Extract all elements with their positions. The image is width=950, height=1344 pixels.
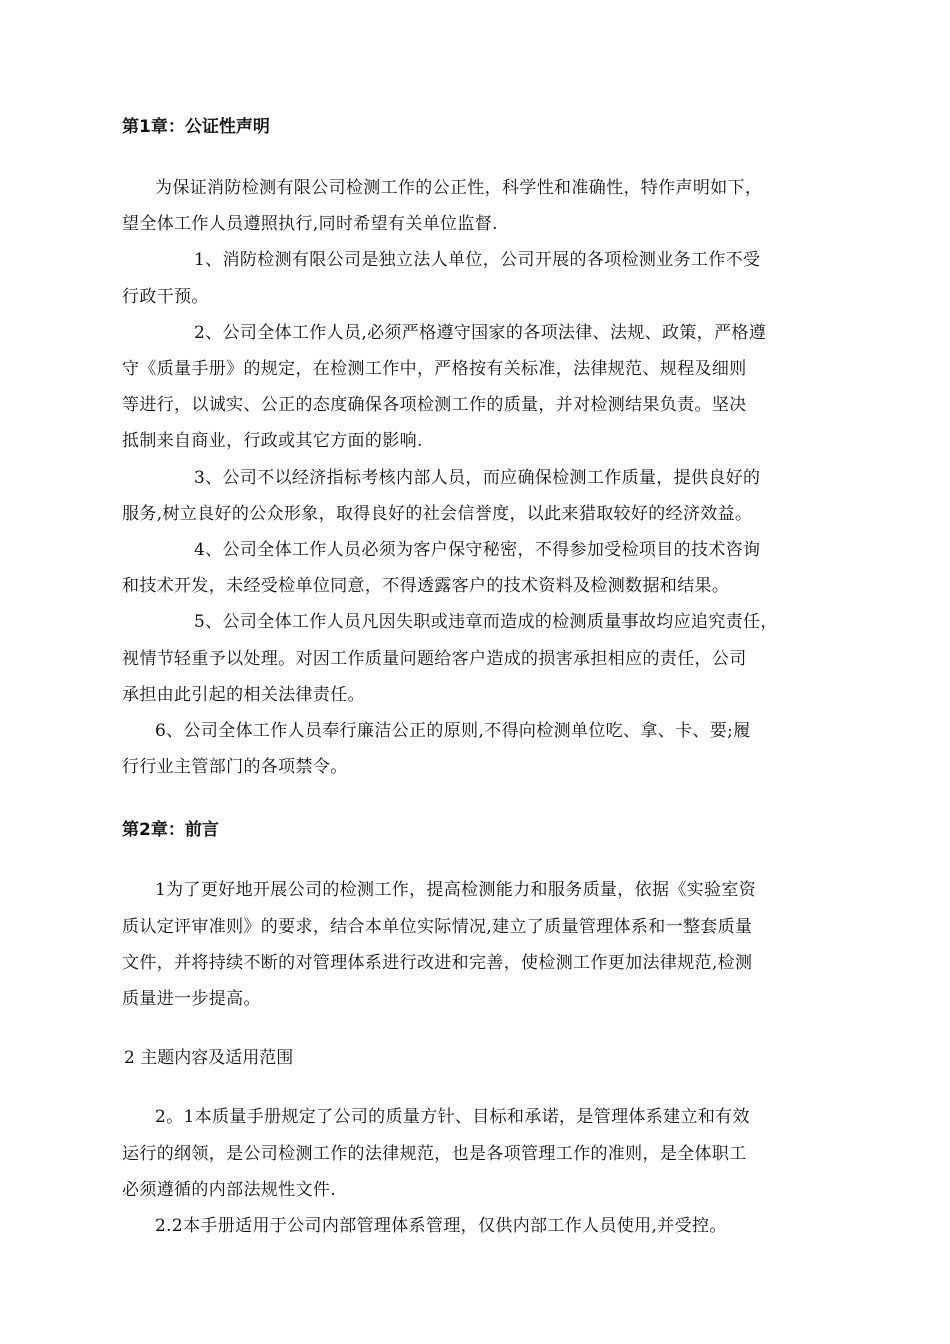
text-line: 质认定评审准则》的要求，结合本单位实际情况,建立了质量管理体系和一整套质量 [122,917,753,937]
text-line: 2、公司全体工作人员,必须严格遵守国家的各项法律、法规、政策，严格遵 [194,323,767,343]
text-line: 守《质量手册》的规定，在检测工作中，严格按有关标准，法律规范、规程及细则 [122,359,747,379]
text-line: 必须遵循的内部法规性文件. [122,1180,336,1200]
text-line: 1、消防检测有限公司是独立法人单位，公司开展的各项检测业务工作不受 [194,250,761,270]
text-line: 质量进一步提高。 [122,989,261,1009]
chapter-2-title: 第2章：前言 [122,820,219,840]
text-line: 文件，并将持续不断的对管理体系进行改进和完善，使检测工作更加法律规范,检测 [122,953,753,973]
text-line: 2。1本质量手册规定了公司的质量方针、目标和承诺，是管理体系建立和有效 [155,1107,750,1127]
text-line: 抵制来自商业，行政或其它方面的影响. [122,431,423,451]
text-line: 行政干预。 [122,287,209,307]
text-line: 服务,树立良好的公众形象，取得良好的社会信誉度，以此来猎取较好的经济效益。 [122,504,753,524]
chapter-1-title: 第1章：公证性声明 [122,117,270,137]
text-line: 1为了更好地开展公司的检测工作，提高检测能力和服务质量，依据《实验室资 [155,880,757,900]
text-line: 5、公司全体工作人员凡因失职或违章而造成的检测质量事故均应追究责任， [194,612,778,632]
text-line: 视情节轻重予以处理。对因工作质量问题给客户造成的损害承担相应的责任，公司 [122,649,747,669]
text-line: 和技术开发，未经受检单位同意，不得透露客户的技术资料及检测数据和结果。 [122,576,730,596]
text-line: 运行的纲领，是公司检测工作的法律规范，也是各项管理工作的准则，是全体职工 [122,1144,747,1164]
text-line: 行行业主管部门的各项禁令。 [122,757,348,777]
text-line: 2.2本手册适用于公司内部管理体系管理，仅供内部工作人员使用,并受控。 [155,1216,727,1236]
text-line: 望全体工作人员遵照执行,同时希望有关单位监督. [122,214,498,234]
text-line: 为保证消防检测有限公司检测工作的公正性，科学性和准确性，特作声明如下， [155,178,763,198]
text-line: 承担由此引起的相关法律责任。 [122,685,365,705]
text-line: 3、公司不以经济指标考核内部人员，而应确保检测工作质量，提供良好的 [194,468,761,488]
section-2-title: 2 主题内容及适用范围 [124,1048,294,1068]
text-line: 等进行，以诚实、公正的态度确保各项检测工作的质量，并对检测结果负责。坚决 [122,395,747,415]
text-line: 4、公司全体工作人员必须为客户保守秘密，不得参加受检项目的技术咨询 [194,540,761,560]
text-line: 6、公司全体工作人员奉行廉洁公正的原则,不得向检测单位吃、拿、卡、要;履 [155,721,751,741]
